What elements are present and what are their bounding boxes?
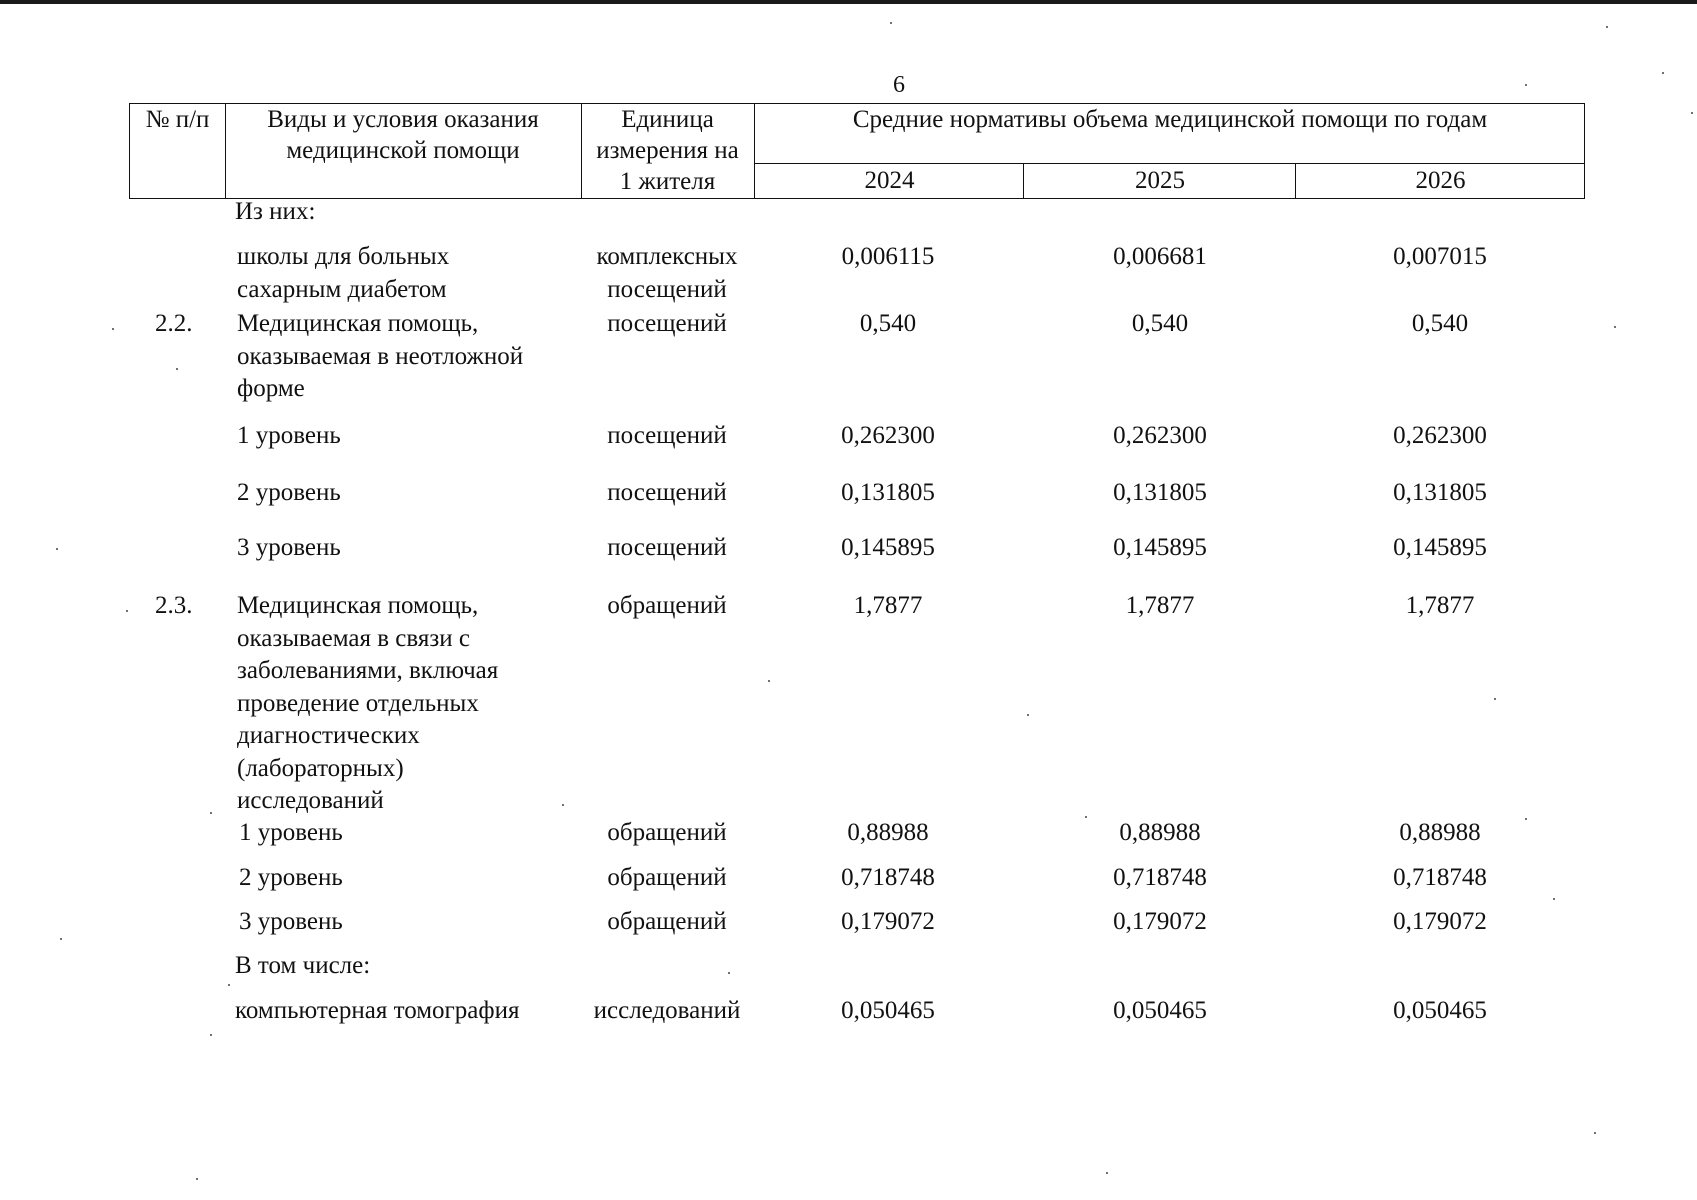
row-name: 3 уровень [239,908,343,935]
row-value-2025: 1,7877 [1125,592,1195,619]
row-name: 1 уровень [237,422,341,449]
header-col-norms: Средние нормативы объема медицинской помощи по годам [852,106,1488,133]
page-number: 6 [893,72,905,98]
scan-speck [562,804,564,806]
row-value-2024: 0,540 [859,310,917,337]
header-col-unit-line: измерения на [596,137,739,164]
scan-speck [1662,72,1664,74]
header-divider [1023,163,1024,198]
scan-speck [1691,112,1693,114]
row-name-line: оказываемая в связи с [237,624,470,652]
scan-speck [890,22,892,24]
row-unit: исследований [593,997,741,1024]
row-value-2026: 0,88988 [1399,819,1481,846]
scan-speck [1606,26,1608,28]
scan-speck [1525,818,1527,820]
row-value-2026: 0,131805 [1393,479,1487,506]
section-label: Из них: [235,198,316,225]
row-value-2024: 0,179072 [841,908,935,935]
row-value-2026: 0,718748 [1393,864,1487,891]
header-col-type-line: Виды и условия оказания [267,106,539,133]
row-name-line: заболеваниями, включая [237,657,499,684]
row-value-2025: 0,718748 [1113,864,1207,891]
row-name: 2 уровень [237,479,341,506]
scan-speck [768,680,770,682]
row-unit-line: комплексных [596,243,738,270]
scan-speck [1594,1132,1596,1134]
row-unit: посещений [607,310,727,337]
scan-speck [60,938,62,940]
row-value-2024: 0,88988 [847,819,929,846]
header-col-type [227,104,579,166]
row-value-2025: 0,131805 [1113,479,1207,506]
scan-speck [1614,326,1616,328]
scan-speck [1494,698,1496,700]
table-header [129,103,1585,199]
row-value-2025: 0,006681 [1113,243,1207,270]
header-year-2024: 2024 [864,167,915,194]
row-unit: посещений [607,479,727,506]
row-name: компьютерная томография [235,997,520,1024]
row-name: 1 уровень [239,819,343,846]
row-unit: обращений [607,819,727,846]
row-name-line: проведение отдельных [237,689,479,717]
row-value-2026: 0,262300 [1393,422,1487,449]
scan-speck [1525,84,1527,86]
row-name [237,308,523,406]
row-unit: обращений [607,908,727,935]
row-name [237,590,498,818]
row-value-2025: 0,540 [1131,310,1189,337]
row-name-line: исследований [237,787,384,814]
header-year-2025: 2025 [1135,167,1185,194]
row-unit: посещений [607,422,727,449]
row-value-2025: 0,050465 [1113,997,1207,1024]
row-name-line: (лабораторных) [237,754,404,782]
row-value-2025: 0,88988 [1119,819,1201,846]
row-value-2024: 0,050465 [841,997,935,1024]
row-name-line: оказываемая в неотложной [237,342,524,370]
scan-speck [1085,816,1087,818]
row-value-2024: 0,145895 [841,534,935,561]
scan-speck [112,328,114,330]
row-number: 2.2. [155,310,193,337]
header-col-unit-line: Единица [621,106,714,133]
row-name-line: Медицинская помощь, [237,310,479,337]
scan-speck [210,812,212,814]
row-value-2026: 0,540 [1411,310,1469,337]
row-name-line: форме [237,375,305,402]
row-name: 3 уровень [237,534,341,561]
row-value-2024: 0,131805 [841,479,935,506]
row-value-2024: 0,006115 [841,243,935,270]
row-unit: обращений [607,864,727,891]
row-name [237,241,449,306]
row-unit-line: посещений [607,275,727,303]
row-value-2026: 0,179072 [1393,908,1487,935]
row-value-2025: 0,145895 [1113,534,1207,561]
scan-speck [1106,1172,1108,1174]
row-value-2024: 1,7877 [853,592,923,619]
scan-speck [210,1034,212,1036]
scan-top-edge [0,0,1697,4]
header-divider [1295,163,1296,198]
row-value-2024: 0,718748 [841,864,935,891]
row-value-2026: 1,7877 [1405,592,1475,619]
scan-speck [1553,898,1555,900]
row-value-2026: 0,007015 [1393,243,1487,270]
header-year-2026: 2026 [1415,167,1466,194]
row-value-2026: 0,050465 [1393,997,1487,1024]
row-unit [582,241,752,306]
header-divider [225,104,226,198]
scan-speck [728,972,730,974]
row-name-line: Медицинская помощь, [237,592,479,619]
row-unit: обращений [607,592,727,619]
row-name: 2 уровень [239,864,343,891]
scan-speck [56,548,58,550]
scan-speck [196,1178,198,1180]
scan-speck [1027,714,1029,716]
row-number: 2.3. [155,592,193,619]
row-value-2024: 0,262300 [841,422,935,449]
header-col-type-line: медицинской помощи [286,137,520,164]
header-col-unit-line: 1 жителя [619,168,716,195]
row-value-2026: 0,145895 [1393,534,1487,561]
row-unit: посещений [607,534,727,561]
header-subdivider [754,163,1584,164]
row-value-2025: 0,262300 [1113,422,1207,449]
row-name-line: сахарным диабетом [237,275,447,303]
header-divider [754,104,755,198]
row-value-2025: 0,179072 [1113,908,1207,935]
scan-speck [126,610,128,612]
scan-speck [176,368,178,370]
section-label: В том числе: [235,952,371,979]
scan-speck [228,984,230,986]
row-name-line: диагностических [237,722,420,749]
header-col-no: № п/п [145,106,210,133]
row-name-line: школы для больных [237,243,450,270]
header-col-unit [581,104,754,197]
